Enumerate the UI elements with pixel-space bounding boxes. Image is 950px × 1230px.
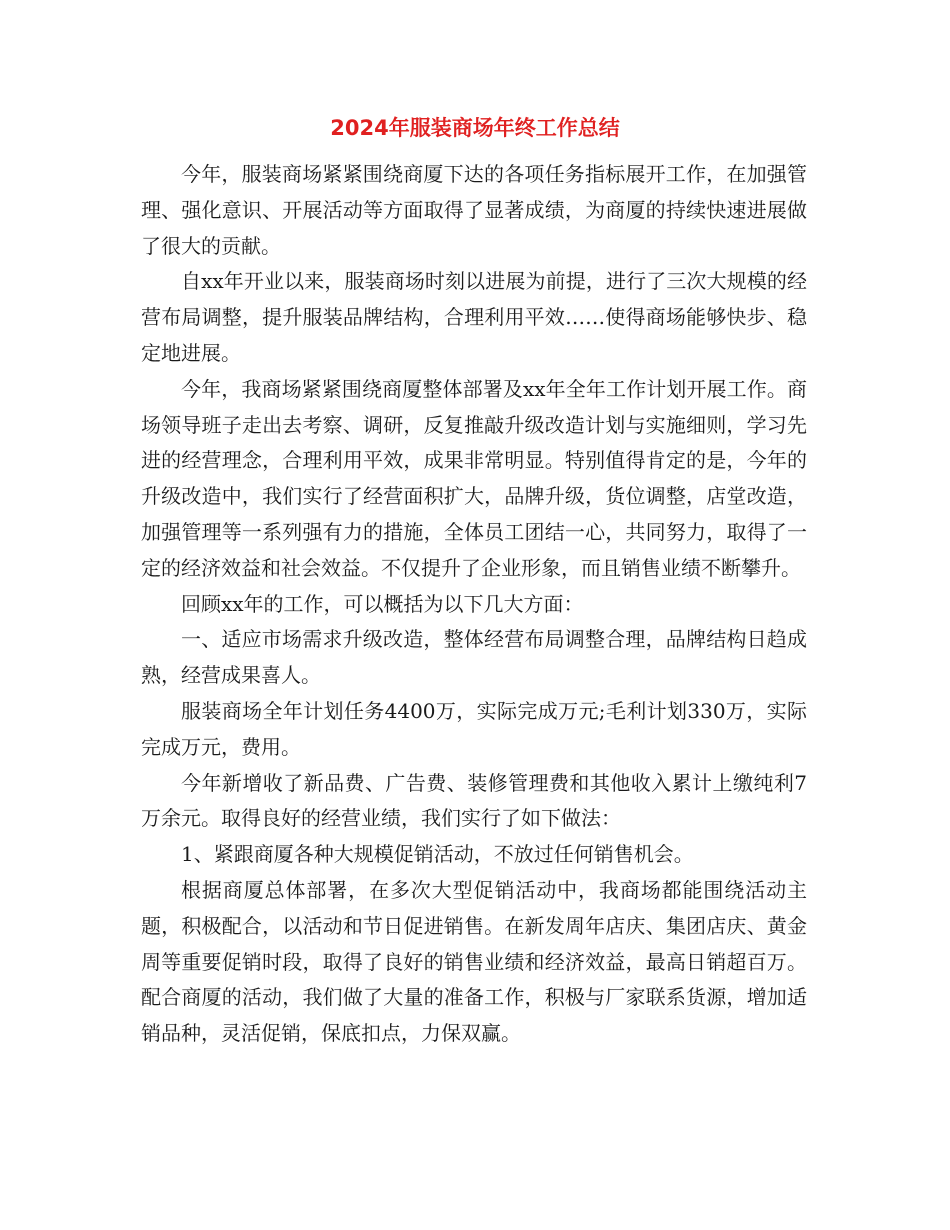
paragraph-intro: 今年，服装商场紧紧围绕商厦下达的各项任务指标展开工作，在加强管理、强化意识、开展活动等方面取得了显著成绩，为商厦的持续快速进展做了很大的贡献。: [141, 162, 807, 258]
paragraph-sales-targets: 服装商场全年计划任务4400万，实际完成万元;毛利计划330万，实际完成万元，费用。: [141, 698, 807, 759]
paragraph-work-plan: 今年，我商场紧紧围绕商厦整体部署及xx年全年工作计划开展工作。商场领导班子走出去考察、调研，反复推敲升级改造计划与实施细则，学习先进的经营理念，合理利用平效，成果非常明显。特别值得肯定的是，今年的升级改造中，我们实行了经营面积扩大，品牌升级，货位调整，店堂改造，加强管理等一系列强有力的措施，全体员工团结一心，共同努力，取得了一定的经济效益和社会效益。不仅提升了企业形象，而且销售业绩不断攀升。: [141, 376, 807, 580]
paragraph-item-one: 1、紧跟商厦各种大规模促销活动，不放过任何销售机会。: [181, 842, 694, 867]
paragraph-history: 自xx年开业以来，服装商场时刻以进展为前提，进行了三次大规模的经营布局调整，提升服装品牌结构，合理利用平效……使得商场能够快步、稳定地进展。: [141, 269, 807, 365]
document-body: [141, 157, 807, 1052]
paragraph-new-income: 今年新增收了新品费、广告费、装修管理费和其他收入累计上缴纯利7万余元。取得良好的经营业绩，我们实行了如下做法：: [141, 770, 807, 831]
document-title: 2024年服装商场年终工作总结: [330, 116, 620, 140]
paragraph-section-one: 一、适应市场需求升级改造，整体经营布局调整合理，品牌结构日趋成熟，经营成果喜人。: [141, 627, 807, 688]
paragraph-review: 回顾xx年的工作，可以概括为以下几大方面：: [181, 591, 584, 616]
paragraph-promotions: 根据商厦总体部署，在多次大型促销活动中，我商场都能围绕活动主题，积极配合，以活动和节日促进销售。在新发周年店庆、集团店庆、黄金周等重要促销时段，取得了良好的销售业绩和经济效益，最高日销超百万。配合商厦的活动，我们做了大量的准备工作，积极与厂家联系货源，增加适销品种，灵活促销，保底扣点，力保双赢。: [141, 877, 807, 1046]
